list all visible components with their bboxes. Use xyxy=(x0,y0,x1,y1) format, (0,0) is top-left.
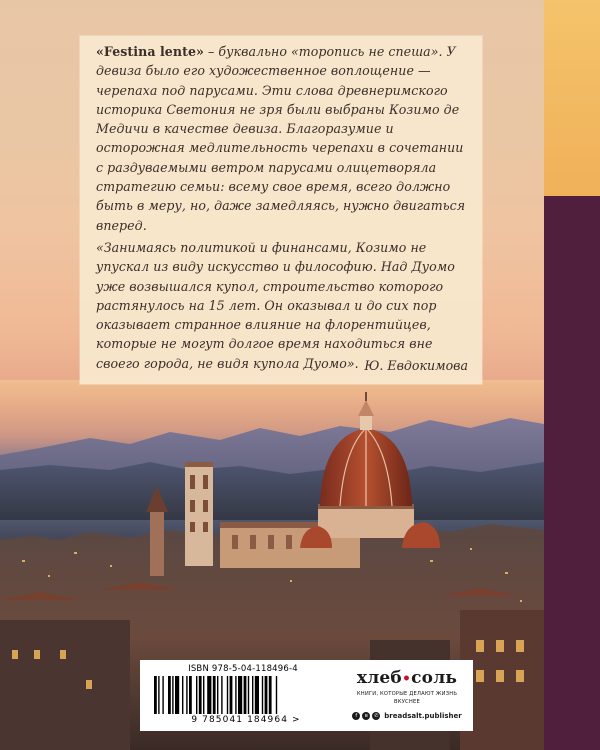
barcode-bar xyxy=(203,676,204,714)
barcode-bar xyxy=(213,676,216,714)
ean-digits: 9 785041 184964 > xyxy=(191,715,301,725)
barcode-bar xyxy=(189,676,192,714)
barcode-bar xyxy=(221,676,222,714)
isbn-text: ISBN 978-5-04-118496-4 xyxy=(188,664,298,674)
vk-icon: в xyxy=(362,712,370,720)
logo-word-2: соль xyxy=(411,668,458,688)
barcode-bar xyxy=(217,676,218,714)
motto-dash: – xyxy=(203,44,219,59)
barcode-bar xyxy=(235,676,236,714)
barcode-bar xyxy=(175,676,179,714)
social-row xyxy=(346,712,468,720)
barcode-bar xyxy=(162,676,163,714)
motto-latin: «Festina lente» xyxy=(96,44,204,59)
barcode-bar xyxy=(252,676,253,714)
quotation-paragraph: «Занимаясь политикой и финансами, Козимо не упускал из виду искусство и философию. Над Дуомо уже возвышался купол, строительство которого растянулось на 15 лет. Он оказывал и до сих пор оказывает странное влияние на флорентийцев, которые не могут долгое время находиться вне своего города, не видя купола Дуомо». xyxy=(96,240,455,371)
barcode-bar xyxy=(276,676,277,714)
barcode-bar xyxy=(248,676,249,714)
telegram-icon: ✆ xyxy=(374,713,379,719)
publisher-handle: breadsalt.publisher xyxy=(384,712,462,720)
barcode-bar xyxy=(199,676,202,714)
barcode-bar xyxy=(227,676,228,714)
description-paragraph xyxy=(96,42,470,235)
spine-strip-purple xyxy=(544,196,600,750)
barcode-bar xyxy=(262,676,263,714)
motto-translation: буквально «торопись не спеша». xyxy=(218,44,443,59)
spine-strip-yellow xyxy=(544,0,600,196)
barcode-bar xyxy=(182,676,183,714)
barcode-bar xyxy=(168,676,171,714)
publisher-logo xyxy=(346,668,468,689)
logo-dot: • xyxy=(401,671,412,687)
barcode-bar xyxy=(265,676,268,714)
barcode-publisher-box xyxy=(140,660,473,731)
barcode-bar xyxy=(186,676,187,714)
quote-panel xyxy=(80,36,482,384)
barcode-bar xyxy=(238,676,242,714)
publisher-brand xyxy=(346,668,468,726)
barcode-bar xyxy=(158,676,159,714)
barcode-bar xyxy=(196,676,197,714)
publisher-tagline: КНИГИ, КОТОРЫЕ ДЕЛАЮТ ЖИЗНЬ ВКУСНЕЕ xyxy=(356,691,458,705)
barcode-bar xyxy=(244,676,247,714)
logo-word-1: хлеб xyxy=(356,668,402,688)
quote-author: Ю. Евдокимова xyxy=(364,358,468,373)
barcode-section xyxy=(148,664,338,726)
barcode-bar xyxy=(207,676,211,714)
barcode-bar xyxy=(230,676,233,714)
barcode-bar xyxy=(255,676,259,714)
barcode-bar xyxy=(154,676,157,714)
barcode-bar xyxy=(172,676,173,714)
description-body: У девиза было его художественное воплощение — черепаха под парусами. Эти слова древнеримского историка Светония не зря были выбраны Козимо де Медичи в качестве девиза. Благоразумие и осторожная медлительность черепахи в сочетании с раздуваемыми ветром парусами олицетворяла стратегию семьи: всему свое время, всего должно быть в меру, но, даже замедляясь, нужно двигаться вперед. xyxy=(96,44,466,233)
barcode-icon xyxy=(152,676,338,714)
barcode-bar xyxy=(269,676,272,714)
facebook-icon: f xyxy=(352,712,360,720)
